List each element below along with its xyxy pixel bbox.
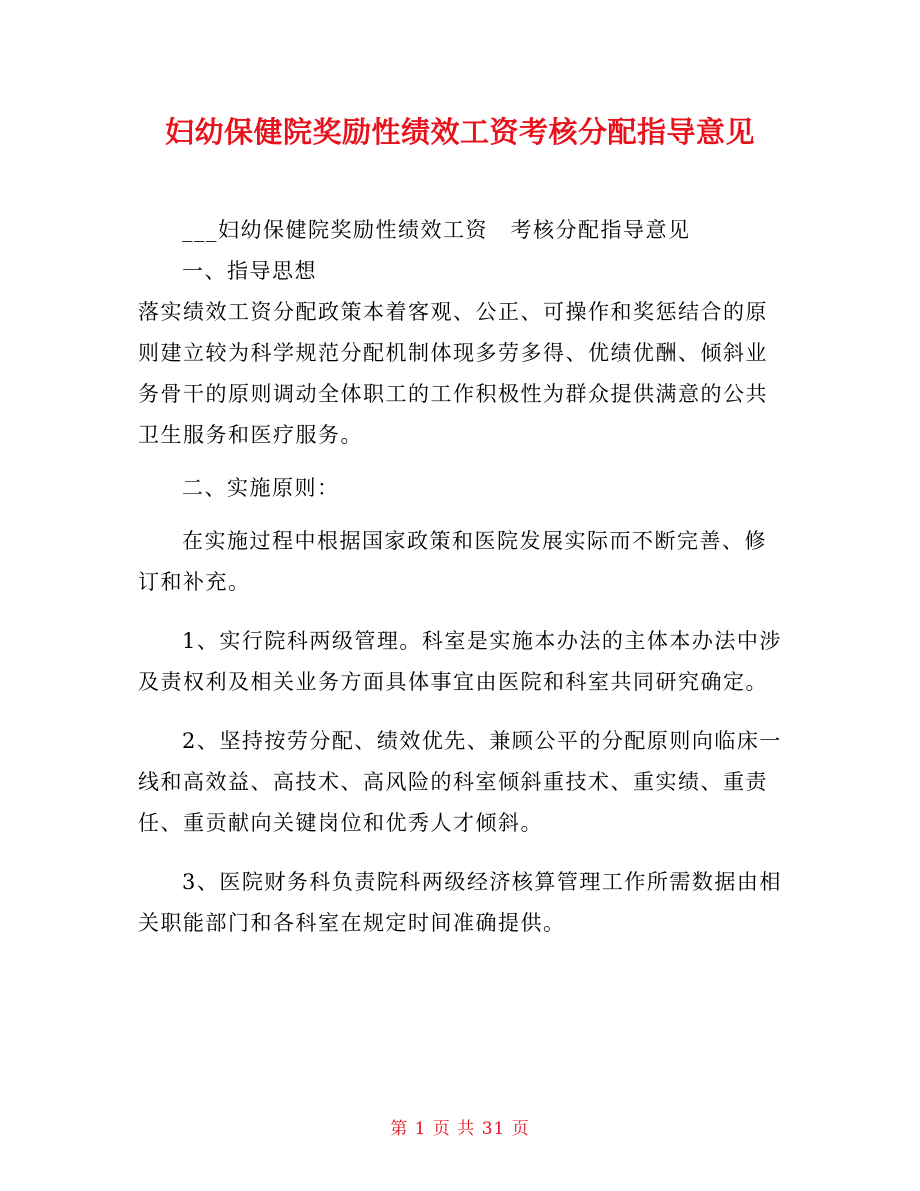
section-heading-guiding-ideology: 一、指导思想	[182, 259, 317, 283]
paragraph-guiding-ideology: 落实绩效工资分配政策本着客观、公正、可操作和奖惩结合的原则建立较为科学规范分配机制体现多劳多得、优绩优酬、倾斜业务骨干的原则调动全体职工的工作积极性为群众提供满意的公共卫生服务和医疗服务。	[138, 300, 768, 447]
paragraph-principle-2: 2、坚持按劳分配、绩效优先、兼顾公平的分配原则向临床一线和高效益、高技术、高风险的科室倾斜重技术、重实绩、重责任、重贡献向关键岗位和优秀人才倾斜。	[138, 729, 782, 835]
page-number-footer: 第 1 页 共 31 页	[390, 1119, 530, 1139]
document-title: 妇幼保健院奖励性绩效工资考核分配指导意见	[164, 115, 755, 149]
paragraph-principles-intro: 在实施过程中根据国家政策和医院发展实际而不断完善、修订和补充。	[138, 529, 767, 594]
paragraph-principle-3: 3、医院财务科负责院科两级经济核算管理工作所需数据由相关职能部门和各科室在规定时间准确提供。	[138, 870, 782, 935]
paragraph-principle-1: 1、实行院科两级管理。科室是实施本办法的主体本办法中涉及责权利及相关业务方面具体事宜由医院和科室共同研究确定。	[138, 629, 782, 694]
section-heading-principles: 二、实施原则：	[182, 476, 340, 500]
document-body	[138, 210, 788, 944]
paragraph-subtitle: ___妇幼保健院奖励性绩效工资 考核分配指导意见	[182, 218, 691, 242]
